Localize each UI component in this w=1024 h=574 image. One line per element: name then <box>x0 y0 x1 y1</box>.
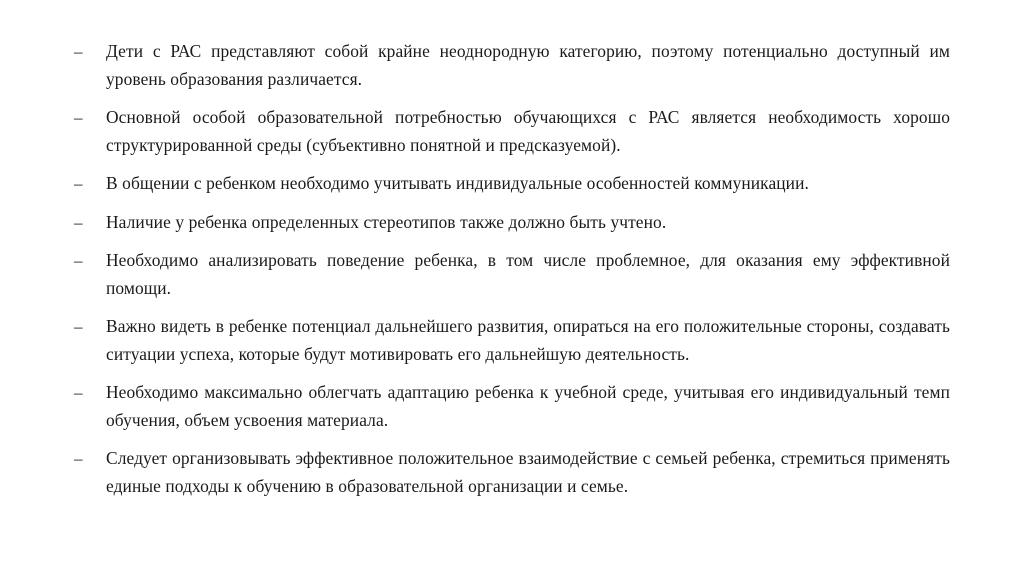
list-item <box>72 379 950 434</box>
bullet-list <box>72 38 950 511</box>
dash-bullet-icon: – <box>74 108 83 127</box>
list-item-text: Следует организовывать эффективное положительное взаимодействие с семьей ребенка, стремиться применять единые подходы к обучению в образовательной организации и семье. <box>106 448 950 496</box>
list-item <box>72 38 950 93</box>
list-item <box>72 209 950 237</box>
list-item-text: Необходимо максимально облегчать адаптацию ребенка к учебной среде, учитывая его индивидуальный темп обучения, объем усвоения материала. <box>106 382 950 430</box>
list-item-text: Наличие у ребенка определенных стереотипов также должно быть учтено. <box>106 211 667 232</box>
dash-bullet-icon: – <box>74 212 83 232</box>
dash-bullet-icon: – <box>74 383 83 402</box>
list-item <box>72 247 950 302</box>
list-item <box>72 445 950 500</box>
dash-bullet-icon: – <box>74 317 83 336</box>
list-item-text: Необходимо анализировать поведение ребенка, в том числе проблемное, для оказания ему эффективной помощи. <box>106 250 950 298</box>
dash-bullet-icon: – <box>74 449 83 468</box>
list-item <box>72 313 950 368</box>
list-item-text: В общении с ребенком необходимо учитывать индивидуальные особенностей коммуникации. <box>106 173 809 193</box>
dash-bullet-icon: – <box>74 174 83 193</box>
list-item-text: Основной особой образовательной потребностью обучающихся с РАС является необходимость хорошо структурированной среды (субъективно понятной и предсказуемой). <box>106 107 950 155</box>
list-item <box>72 104 950 159</box>
list-item-text: Важно видеть в ребенке потенциал дальнейшего развития, опираться на его положительные стороны, создавать ситуации успеха, которые будут мотивировать его дальнейшую деятельность. <box>106 316 950 364</box>
list-item-text: Дети с РАС представляют собой крайне неоднородную категорию, поэтому потенциально доступный им уровень образования различается. <box>106 41 950 89</box>
list-item <box>72 170 950 198</box>
dash-bullet-icon: – <box>74 42 83 61</box>
dash-bullet-icon: – <box>74 251 83 270</box>
